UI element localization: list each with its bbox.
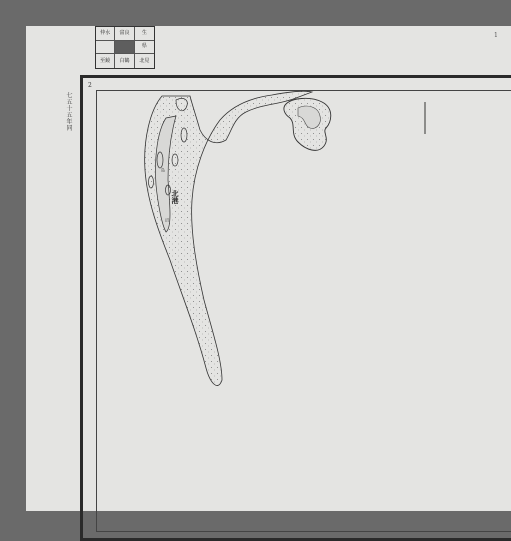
index-cell-sw: 至鏡 [96,54,115,68]
top-right-mark: 1 [494,32,498,39]
index-cell-s: 白鶴 [115,54,134,68]
index-cell-se: 北見 [139,57,150,64]
margin-note: 七五十五年同 [65,92,72,131]
index-cell-n: 富良 [115,27,134,41]
corner-mark: 2 [88,82,92,89]
index-cell-e: 県 [135,41,154,55]
lake-name-label: 北港 [171,190,180,204]
index-cell-ne: 生 [135,27,154,41]
islet-label: 沼 [165,218,170,222]
index-cell-nw: 仲水 [96,27,115,41]
islet-label: 島 [161,168,166,172]
